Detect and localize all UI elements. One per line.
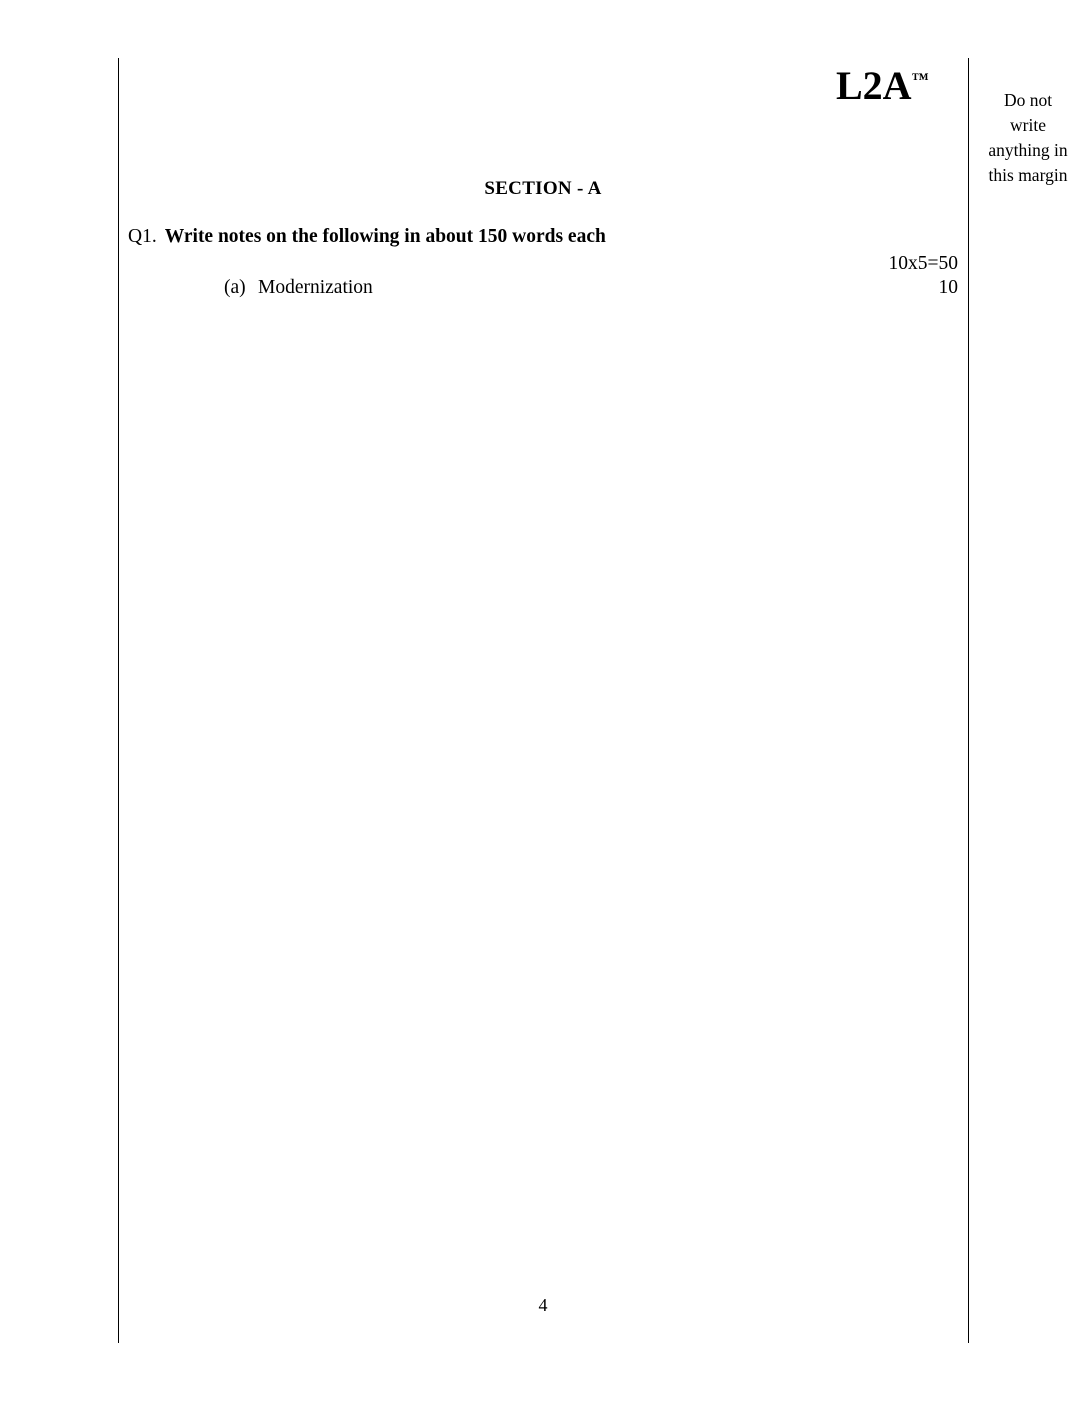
margin-note-line-3: anything in	[988, 139, 1068, 160]
margin-note-line-1: Do not	[1003, 90, 1053, 110]
section-heading: SECTION - A	[484, 178, 602, 199]
page-number: 4	[538, 1295, 548, 1315]
l2a-logo	[836, 63, 929, 108]
sub-question-a	[224, 277, 373, 299]
sub-question-marks: 10	[938, 277, 958, 298]
logo-text: L2A	[836, 63, 912, 108]
margin-instruction-note	[972, 88, 1084, 187]
trademark-symbol: ™	[911, 69, 929, 89]
question-number: Q1.	[128, 226, 157, 247]
margin-note-line-4: this margin	[988, 164, 1068, 185]
sub-question-label: (a)	[224, 277, 246, 298]
right-margin-rule	[968, 58, 969, 1343]
margin-note-line-2: write	[1010, 114, 1046, 135]
left-margin-rule	[118, 58, 119, 1343]
question-1-row	[128, 226, 606, 248]
sub-question-text: Modernization	[258, 277, 373, 298]
marks-scheme: 10x5=50	[888, 253, 958, 274]
question-text: Write notes on the following in about 150 words each	[164, 226, 606, 247]
